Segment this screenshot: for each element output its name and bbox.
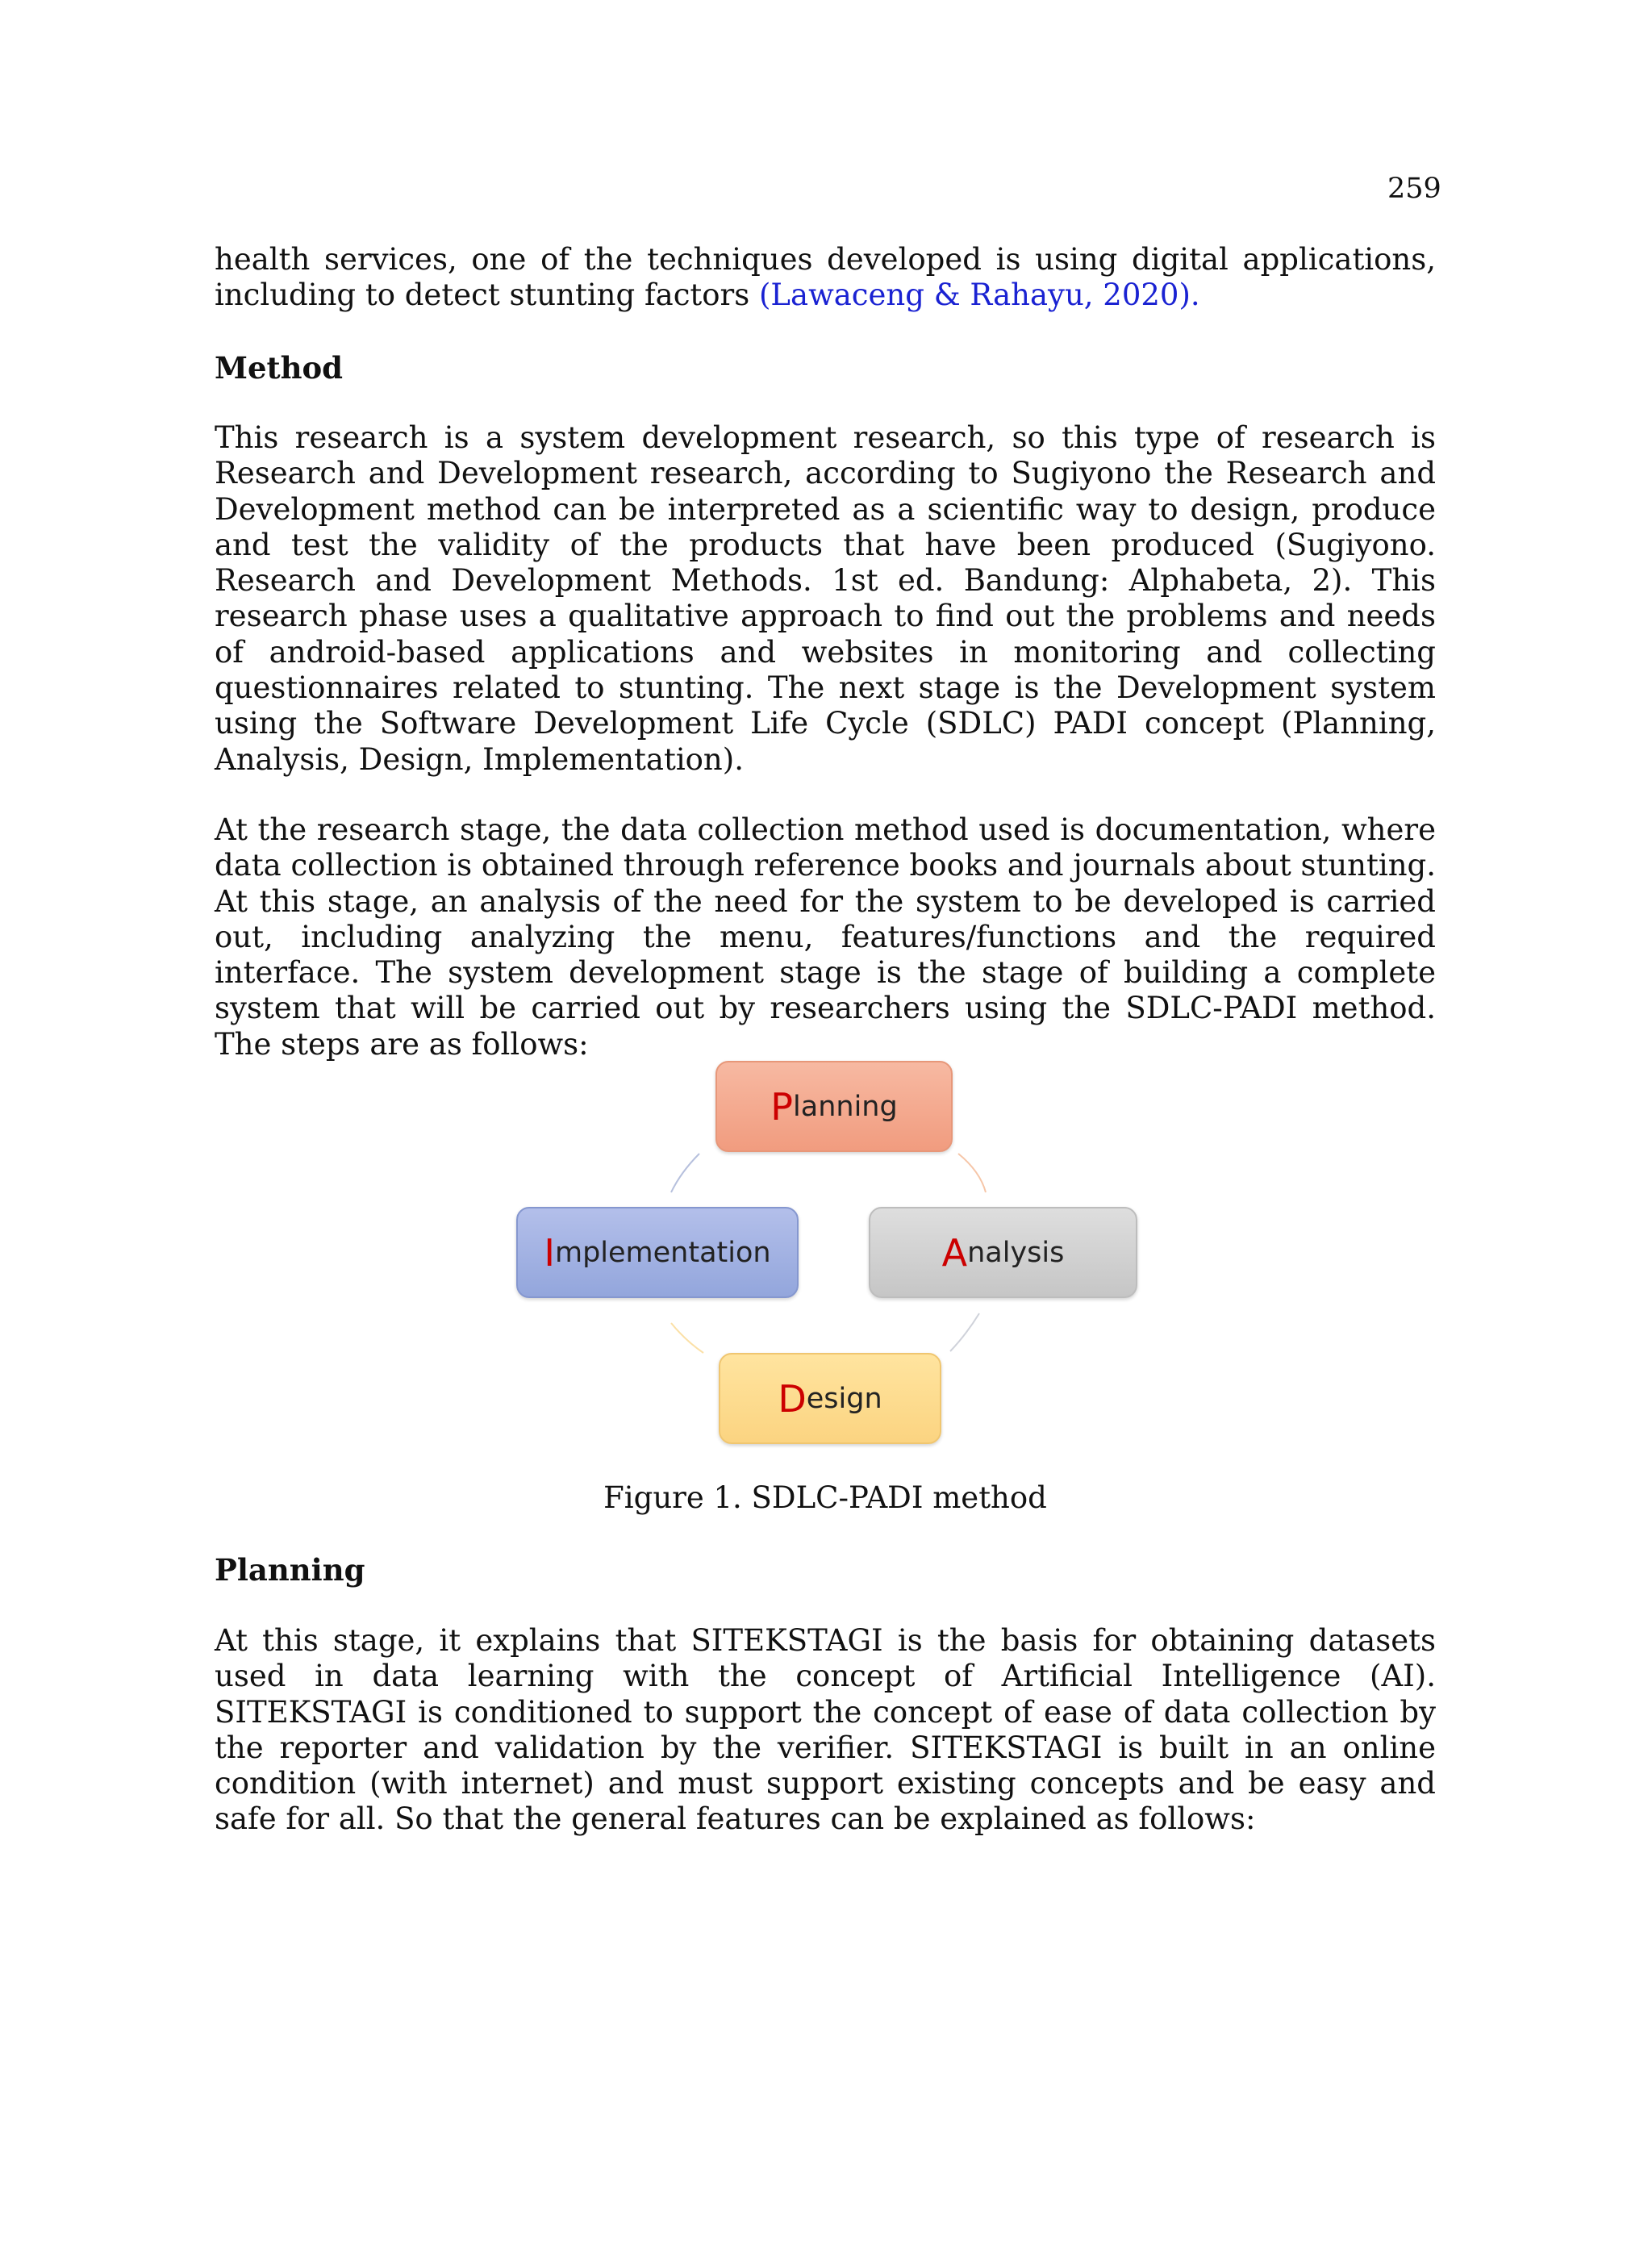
citation-link[interactable]: (Lawaceng & Rahayu, 2020). [759, 278, 1200, 313]
arrow-implementation-to-planning [671, 1154, 699, 1192]
intro-paragraph [215, 242, 1436, 314]
planning-paragraph: At this stage, it explains that SITEKSTAGI is the basis for obtaining datasets used in data learning with the concept of Artificial Intelligence (AI). SITEKSTAGI is conditioned to support the concept of ease of data collection by the reporter and validation by the verifier. SITEKSTAGI is built in an online condition (with internet) and must support existing concepts and be easy and safe for all. So that the general features can be explained as follows: [215, 1623, 1436, 1837]
step-analysis [869, 1207, 1137, 1298]
method-paragraph-1: This research is a system development research, so this type of research is Research and Development research, according to Sugiyono the Research and Development method can be interpreted as a scientific way to design, produce and test the validity of the products that have been produced (Sugiyono. Research and Development Methods. 1st ed. Bandung: Alphabeta, 2). This research phase uses a qualitative approach to find out the problems and needs of android-based applications and websites in monitoring and collecting questionnaires related to stunting. The next stage is the Development system using the Software Development Life Cycle (SDLC) PADI concept (Planning, Analysis, Design, Implementation). [215, 420, 1436, 777]
analysis-label: nalysis [967, 1236, 1065, 1269]
implementation-initial: I [544, 1230, 555, 1275]
arrow-analysis-to-design [950, 1313, 979, 1351]
analysis-initial: A [941, 1230, 968, 1275]
step-design [719, 1353, 941, 1444]
planning-initial: P [770, 1084, 794, 1129]
figure-caption: Figure 1. SDLC-PADI method [603, 1480, 1047, 1515]
arrow-design-to-implementation [671, 1323, 703, 1353]
method-heading: Method [215, 350, 344, 386]
design-initial: D [778, 1376, 807, 1421]
design-label: esign [806, 1382, 882, 1415]
step-implementation [516, 1207, 799, 1298]
implementation-label: mplementation [554, 1236, 771, 1269]
arrow-planning-to-analysis [958, 1154, 986, 1192]
intro-text: health services, one of the techniques developed is using digital applications, including to detect stunting factors [215, 242, 1436, 313]
method-paragraph-2: At the research stage, the data collection method used is documentation, where data collection is obtained through reference books and journals about stunting. At this stage, an analysis of the need for the system to be developed is carried out, including analyzing the menu, features/functions and the required interface. The system development stage is the stage of building a complete system that will be carried out by researchers using the SDLC-PADI method. The steps are as follows: [215, 812, 1436, 1062]
page-number: 259 [1387, 173, 1441, 205]
step-planning [715, 1061, 953, 1152]
sdlc-padi-figure [484, 1049, 1170, 1460]
planning-label: lanning [793, 1090, 898, 1123]
planning-heading: Planning [215, 1552, 365, 1588]
